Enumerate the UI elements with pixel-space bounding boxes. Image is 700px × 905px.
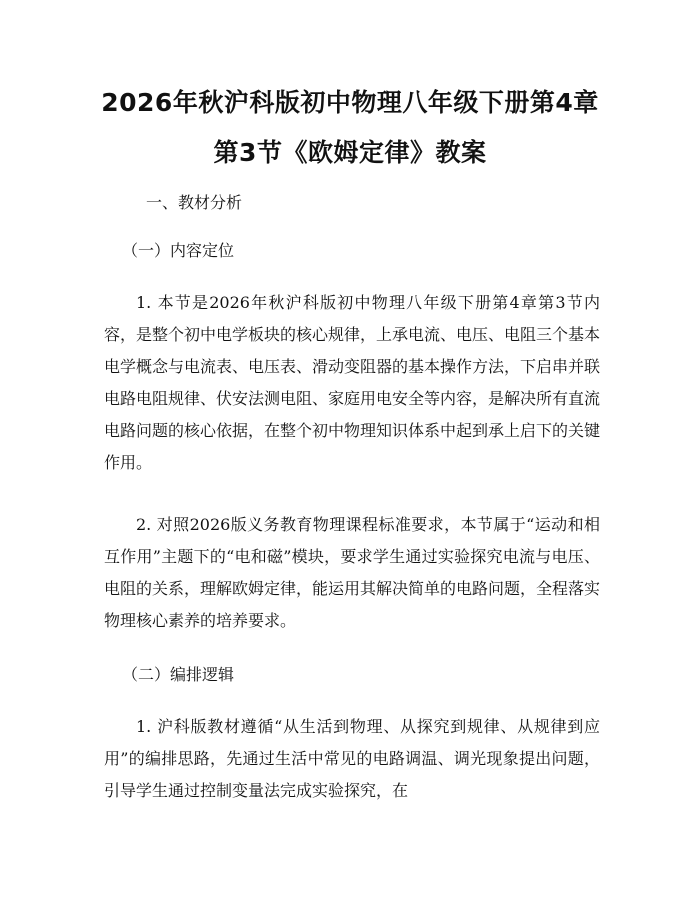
paragraph-arrangement-logic-1: 1. 沪科版教材遵循“从生活到物理、从探究到规律、从规律到应用”的编排思路，先通过生活中常见的电路调温、调光现象提出问题，引导学生通过控制变量法完成实验探究，在 (104, 717, 600, 800)
paragraph-content-positioning-2: 2. 对照2026版义务教育物理课程标准要求，本节属于“运动和相互作用”主题下的“电和磁”模块，要求学生通过实验探究电流与电压、电阻的关系，理解欧姆定律，能运用其解决简单的电路问题，全程落实物理核心素养的培养要求。 (104, 515, 601, 630)
document-title-line-1: 2026年秋沪科版初中物理八年级下册第4章 (101, 88, 599, 117)
subsection-heading-content-positioning: （一）内容定位 (122, 241, 235, 260)
paragraph-content-positioning-1: 1. 本节是2026年秋沪科版初中物理八年级下册第4章第3节内容，是整个初中电学板块的核心规律，上承电流、电压、电阻三个基本电学概念与电流表、电压表、滑动变阻器的基本操作方法，下启串并联电路电阻规律、伏安法测电阻、家庭用电安全等内容，是解决所有直流电路问题的核心依据，在整个初中物理知识体系中起到承上启下的关键作用。 (104, 293, 601, 472)
document-title-line-2: 第3节《欧姆定律》教案 (213, 138, 487, 167)
subsection-heading-arrangement-logic: （二）编排逻辑 (122, 665, 235, 684)
section-heading-textbook-analysis: 一、教材分析 (146, 193, 243, 212)
